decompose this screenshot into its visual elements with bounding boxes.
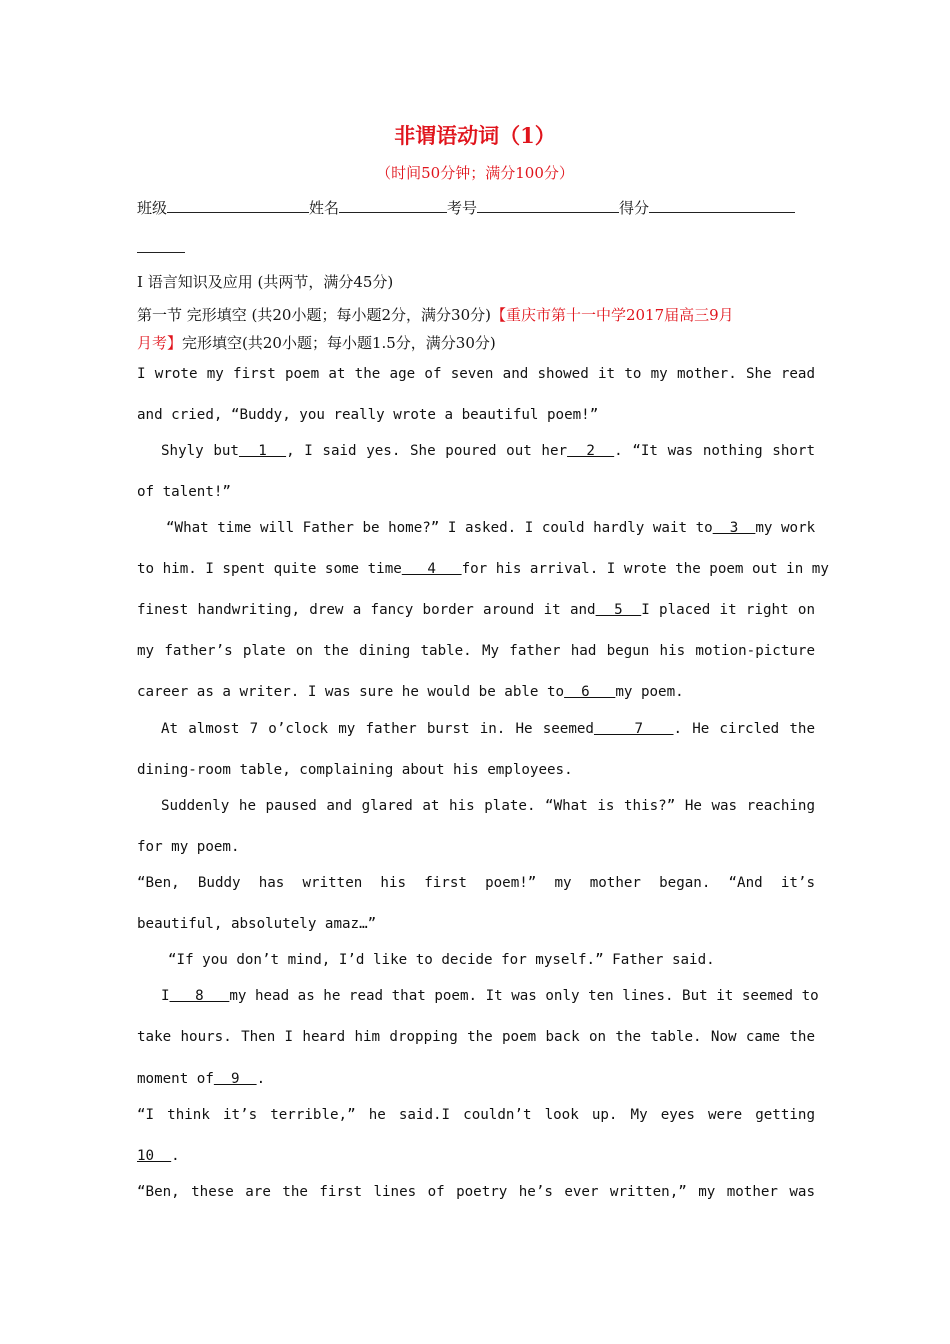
passage-text: , I said yes. She poured out her xyxy=(286,443,568,459)
blank-4[interactable]: 4 xyxy=(401,561,462,577)
blank-5[interactable]: 5 xyxy=(595,602,642,618)
section-one-suffix: 完形填空(共20小题；每小题1.5分，满分30分) xyxy=(182,334,496,352)
passage-text: . He circled the xyxy=(673,721,815,737)
passage-text: finest handwriting, drew a fancy border around it and xyxy=(137,602,596,618)
passage-line: “Ben, Buddy has written his first poem!” my mother began. “And it’s xyxy=(137,875,815,891)
section-one-prefix: 第一节 完形填空 (共20小题；每小题2分，满分30分) xyxy=(137,306,491,324)
section-one-heading xyxy=(137,301,817,357)
passage-line: I wrote my first poem at the age of seven and showed it to my mother. She read xyxy=(137,366,815,382)
passage-text: career as a writer. I was sure he would be able to xyxy=(137,684,565,700)
passage-line xyxy=(161,721,815,737)
passage-line: and cried, “Buddy, you really wrote a beautiful poem!” xyxy=(137,407,599,423)
passage-text: my poem. xyxy=(615,684,684,700)
passage-line: take hours. Then I heard him dropping the poem back on the table. Now came the xyxy=(137,1029,815,1045)
passage-line xyxy=(137,602,815,618)
passage-text: “What time will Father be home?” I asked. I could hardly wait to xyxy=(166,520,713,536)
passage-text: I xyxy=(161,988,170,1004)
passage-text: . xyxy=(256,1071,266,1087)
blank-2[interactable]: 2 xyxy=(567,443,615,459)
passage-line: for my poem. xyxy=(137,839,240,855)
exam-number-blank[interactable] xyxy=(477,196,619,213)
class-label: 班级 xyxy=(137,199,168,217)
blank-8[interactable]: 8 xyxy=(169,988,230,1004)
class-blank[interactable] xyxy=(167,196,309,213)
section-one-source: 【重庆市第十一中学2017届高三9月 xyxy=(490,306,734,324)
passage-text: I placed it right on xyxy=(641,602,815,618)
passage-text: for his arrival. I wrote the poem out in my xyxy=(461,561,829,577)
passage-line: “I think it’s terrible,” he said.I couldn’t look up. My eyes were getting xyxy=(137,1107,815,1123)
passage-line: Suddenly he paused and glared at his plate. “What is this?” He was reaching xyxy=(161,798,815,814)
passage-line xyxy=(161,443,815,459)
score-blank[interactable] xyxy=(649,196,795,213)
passage-line xyxy=(161,988,819,1004)
passage-text: . “It was nothing short xyxy=(614,443,815,459)
passage-line: of talent!” xyxy=(137,484,231,500)
passage-line: beautiful, absolutely amaz…” xyxy=(137,916,377,932)
section-one-source-cont: 月考】 xyxy=(137,334,183,352)
passage-text: my head as he read that poem. It was only ten lines. But it seemed to xyxy=(229,988,819,1004)
page-subtitle: （时间50分钟；满分100分） xyxy=(376,164,574,182)
part-one-heading: I 语言知识及应用 (共两节，满分45分) xyxy=(137,273,394,291)
score-blank-continuation xyxy=(137,252,185,253)
blank-3[interactable]: 3 xyxy=(712,520,756,536)
passage-line: “If you don’t mind, I’d like to decide for myself.” Father said. xyxy=(168,952,715,968)
exam-number-label: 考号 xyxy=(447,199,478,217)
blank-10[interactable]: 10 xyxy=(137,1148,172,1164)
passage-line xyxy=(137,1071,815,1087)
student-info-row xyxy=(137,196,817,218)
passage-line xyxy=(137,684,815,700)
blank-1[interactable]: 1 xyxy=(238,443,287,459)
passage-line xyxy=(137,561,829,577)
passage-text: At almost 7 o’clock my father burst in. He seemed xyxy=(161,721,594,737)
blank-9[interactable]: 9 xyxy=(213,1071,257,1087)
passage-line xyxy=(166,520,815,536)
name-label: 姓名 xyxy=(309,199,340,217)
passage-line: my father’s plate on the dining table. My father had begun his motion-picture xyxy=(137,643,815,659)
score-label: 得分 xyxy=(619,199,650,217)
passage-text: . xyxy=(171,1148,180,1164)
passage-line: “Ben, these are the first lines of poetry he’s ever written,” my mother was xyxy=(137,1184,815,1200)
blank-7[interactable]: 7 xyxy=(593,721,674,737)
passage-line: dining-room table, complaining about his employees. xyxy=(137,762,573,778)
passage-line xyxy=(137,1148,815,1164)
name-blank[interactable] xyxy=(339,196,447,213)
passage-text: to him. I spent quite some time xyxy=(137,561,402,577)
passage-text: Shyly but xyxy=(161,443,239,459)
passage-text: my work xyxy=(755,520,816,536)
passage-text: moment of xyxy=(137,1071,214,1087)
blank-6[interactable]: 6 xyxy=(564,684,616,700)
page-title: 非谓语动词（1） xyxy=(394,123,556,148)
